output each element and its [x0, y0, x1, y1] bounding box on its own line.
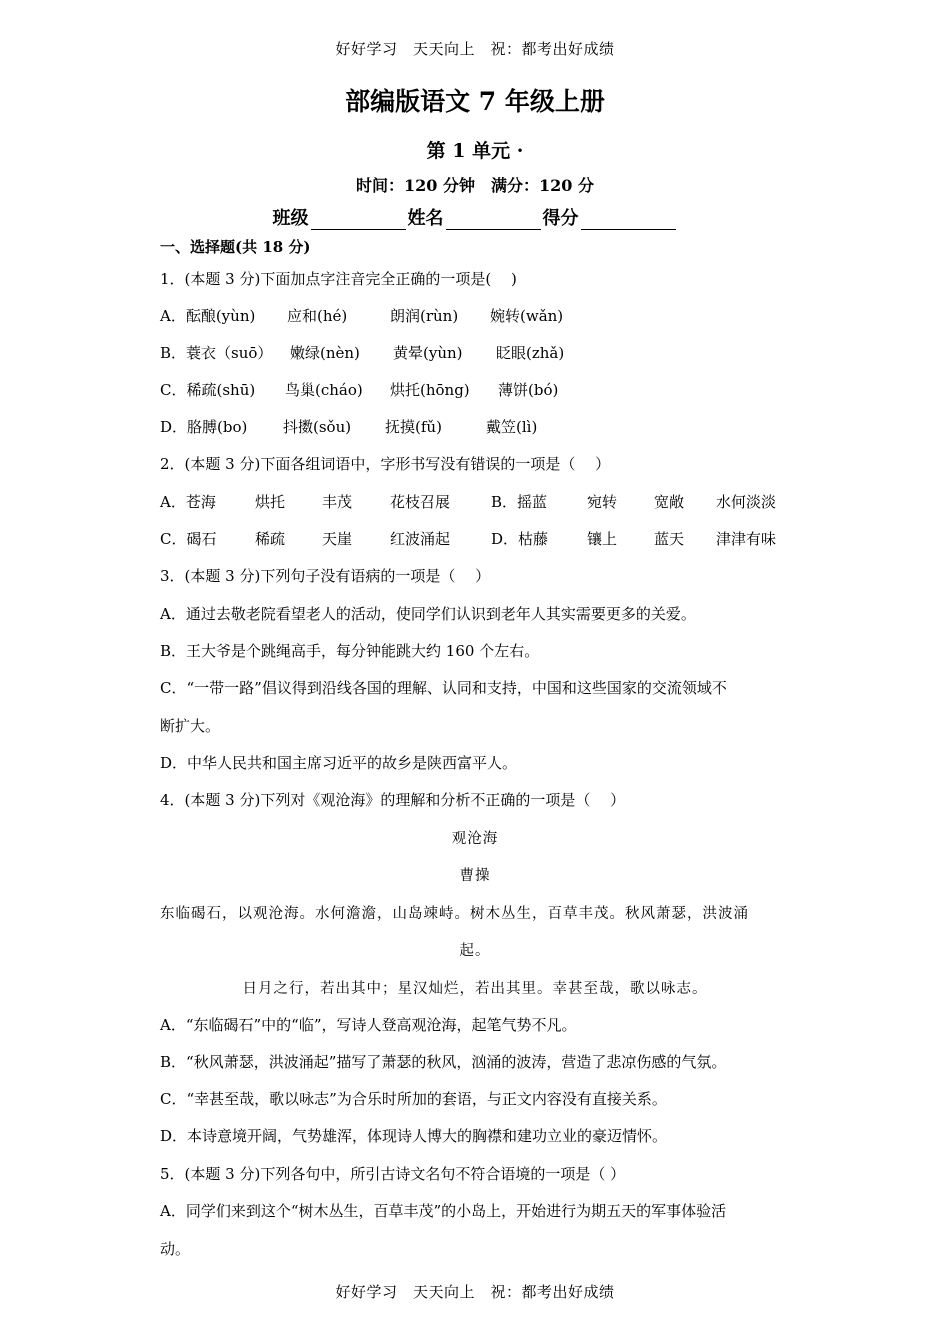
- question-2-stem: 2．(本题 3 分)下面各组词语中，字形书写没有错误的一项是（ ）: [160, 455, 611, 473]
- question-5-option-a-cont: 动。: [160, 1240, 191, 1258]
- name-blank: [446, 211, 541, 230]
- question-5-option-a: A．同学们来到这个“树木丛生，百草丰茂”的小岛上，开始进行为期五天的军事体验活: [160, 1202, 727, 1220]
- time-score: 时间：120 分钟 满分：120 分: [356, 176, 594, 195]
- poem-title: 观沧海: [451, 831, 499, 847]
- score-label: 得分: [542, 208, 579, 229]
- poem-line-1: 东临碣石，以观沧海。水何澹澹，山岛竦峙。树木丛生，百草丰茂。秋风萧瑟，洪波涌: [160, 906, 749, 922]
- poem-author: 曹操: [459, 868, 491, 884]
- page-title: 部编版语文 7 年级上册: [345, 87, 605, 116]
- page-footer: 好好学习 天天向上 祝：都考出好成绩: [335, 1283, 615, 1301]
- question-3-option-a: A．通过去敬老院看望老人的活动，使同学们认识到老年人其实需要更多的关爱。: [160, 605, 696, 623]
- question-3-option-b: B．王大爷是个跳绳高手，每分钟能跳大约 160 个左右。: [160, 642, 540, 660]
- name-label: 姓名: [407, 208, 444, 229]
- question-4-option-a: A．“东临碣石”中的“临”，写诗人登高观沧海，起笔气势不凡。: [160, 1016, 577, 1034]
- poem-line-2: 起。: [459, 943, 491, 959]
- question-3-option-d: D．中华人民共和国主席习近平的故乡是陕西富平人。: [160, 754, 518, 772]
- unit-title: 第 1 单元 ·: [426, 140, 524, 162]
- question-4-option-c: C．“幸甚至哉，歌以咏志”为合乐时所加的套语，与正文内容没有直接关系。: [160, 1090, 667, 1108]
- student-fields: [0, 204, 950, 230]
- class-blank: [311, 211, 406, 230]
- question-3-option-c: C．“一带一路”倡议得到沿线各国的理解、认同和支持，中国和这些国家的交流领域不: [160, 679, 727, 697]
- page-header: 好好学习 天天向上 祝：都考出好成绩: [335, 40, 615, 58]
- class-label: 班级: [272, 208, 309, 229]
- question-3-stem: 3．(本题 3 分)下列句子没有语病的一项是（ ）: [160, 567, 491, 585]
- question-5-stem: 5．(本题 3 分)下列各句中，所引古诗文名句不符合语境的一项是（ ）: [160, 1165, 626, 1183]
- question-1-stem: 1．(本题 3 分)下面加点字注音完全正确的一项是( ): [160, 270, 517, 288]
- question-4-option-d: D．本诗意境开阔，气势雄浑，体现诗人博大的胸襟和建功立业的豪迈情怀。: [160, 1127, 668, 1145]
- question-4-stem: 4．(本题 3 分)下列对《观沧海》的理解和分析不正确的一项是（ ）: [160, 791, 626, 809]
- question-3-option-c-cont: 断扩大。: [160, 717, 221, 735]
- poem-line-3: 日月之行，若出其中；星汉灿烂，若出其里。幸甚至哉，歌以咏志。: [242, 981, 708, 997]
- question-4-option-b: B．“秋风萧瑟，洪波涌起”描写了萧瑟的秋风，汹涌的波涛，营造了悲凉伤感的气氛。: [160, 1053, 727, 1071]
- section-heading: 一、选择题(共 18 分): [160, 238, 311, 256]
- score-blank: [581, 211, 676, 230]
